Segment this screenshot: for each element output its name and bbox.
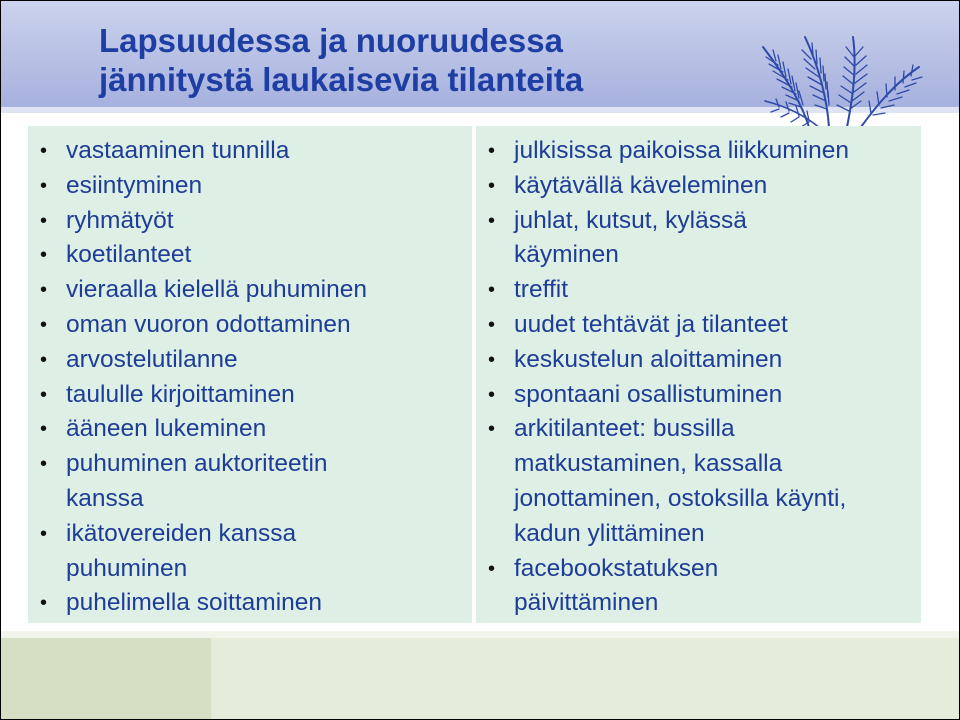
bullet-text: kadun ylittäminen: [514, 519, 705, 547]
footer-left-block: [1, 638, 211, 719]
bullet-text: matkustaminen, kassalla: [514, 450, 783, 478]
bullet-text: päivittäminen: [514, 589, 659, 617]
bullet-text: ääneen lukeminen: [66, 415, 267, 443]
footer-divider: [1, 631, 959, 638]
bullet-text: käytävällä käveleminen: [514, 171, 768, 199]
bullet-text: ikätovereiden kanssa: [66, 519, 297, 547]
bullet-item: [482, 343, 913, 378]
bullet-text: vieraalla kielellä puhuminen: [66, 276, 367, 304]
bullet-dot: •: [488, 383, 496, 406]
bullet-text: puhuminen auktoriteetin: [66, 450, 328, 478]
bullet-item: [34, 169, 464, 204]
right-panel: [476, 126, 921, 623]
bullet-dot: •: [488, 140, 496, 162]
bullet-dot: •: [488, 418, 496, 441]
bullet-text: puhelimella soittaminen: [66, 589, 323, 617]
bullet-dot: •: [488, 348, 496, 371]
bullet-text: keskustelun aloittaminen: [514, 345, 783, 373]
bullet-text: vastaaminen tunnilla: [66, 137, 290, 164]
bullet-dot: •: [40, 209, 48, 232]
bullet-item: [34, 134, 464, 169]
bullet-item: [34, 273, 464, 308]
bullet-dot: •: [40, 592, 48, 615]
bullet-dot: •: [488, 279, 496, 302]
bullet-text: kanssa: [66, 484, 144, 512]
bullet-text: arkitilanteet: bussilla: [514, 415, 735, 443]
bullet-dot: •: [40, 174, 48, 197]
bullet-text: facebookstatuksen: [514, 554, 719, 582]
content-area: [28, 126, 921, 623]
bullet-text: puhuminen: [66, 554, 188, 582]
bullet-text: jonottaminen, ostoksilla käynti,: [514, 484, 847, 512]
fern-leaves-logo-icon: [749, 31, 929, 131]
bullet-item: [482, 308, 913, 343]
bullet-item: [34, 238, 464, 273]
bullet-item: [34, 308, 464, 343]
bullet-dot: •: [488, 313, 496, 336]
bullet-dot: •: [488, 557, 496, 580]
slide-title-line-1: Lapsuudessa ja nuoruudessa: [99, 22, 563, 59]
bullet-text: juhlat, kutsut, kylässä: [514, 206, 747, 234]
bullet-item: [34, 447, 464, 517]
bullet-dot: •: [488, 174, 496, 197]
bullet-text: taululle kirjoittaminen: [66, 380, 295, 408]
bullet-text: oman vuoron odottaminen: [66, 310, 351, 338]
bullet-item: [482, 378, 913, 413]
slide-title-line-2: jännitystä laukaisevia tilanteita: [99, 61, 584, 98]
bullet-item: [482, 273, 913, 308]
bullet-text: esiintyminen: [66, 171, 203, 199]
bullet-dot: •: [40, 140, 48, 162]
bullet-text: koetilanteet: [66, 241, 192, 269]
bullet-dot: •: [40, 348, 48, 371]
bullet-text: uudet tehtävät ja tilanteet: [514, 310, 788, 338]
bullet-dot: •: [40, 418, 48, 441]
bullet-item: [482, 134, 913, 169]
bullet-text: käyminen: [514, 241, 619, 269]
bullet-item: [482, 552, 913, 622]
right-bullet-list: [482, 134, 913, 621]
bullet-dot: •: [40, 453, 48, 476]
bullet-item: [482, 204, 913, 274]
bullet-dot: •: [40, 244, 48, 267]
bullet-item: [34, 343, 464, 378]
bullet-item: [34, 586, 464, 621]
bullet-text: spontaani osallistuminen: [514, 380, 783, 408]
bullet-item: [34, 412, 464, 447]
bullet-dot: •: [40, 383, 48, 406]
bullet-item: [482, 169, 913, 204]
left-bullet-list: [34, 134, 464, 621]
bullet-dot: •: [40, 313, 48, 336]
bullet-item: [34, 517, 464, 587]
bullet-text: arvostelutilanne: [66, 345, 238, 373]
slide-title: [99, 21, 583, 99]
bullet-dot: •: [488, 209, 496, 232]
bullet-item: [34, 204, 464, 239]
bullet-dot: •: [40, 279, 48, 302]
bullet-item: [34, 378, 464, 413]
bullet-item: [482, 412, 913, 551]
bullet-text: julkisissa paikoissa liikkuminen: [514, 137, 849, 164]
bullet-dot: •: [40, 522, 48, 545]
bullet-text: ryhmätyöt: [66, 206, 174, 234]
left-panel: [28, 126, 472, 623]
bullet-text: treffit: [514, 276, 569, 304]
